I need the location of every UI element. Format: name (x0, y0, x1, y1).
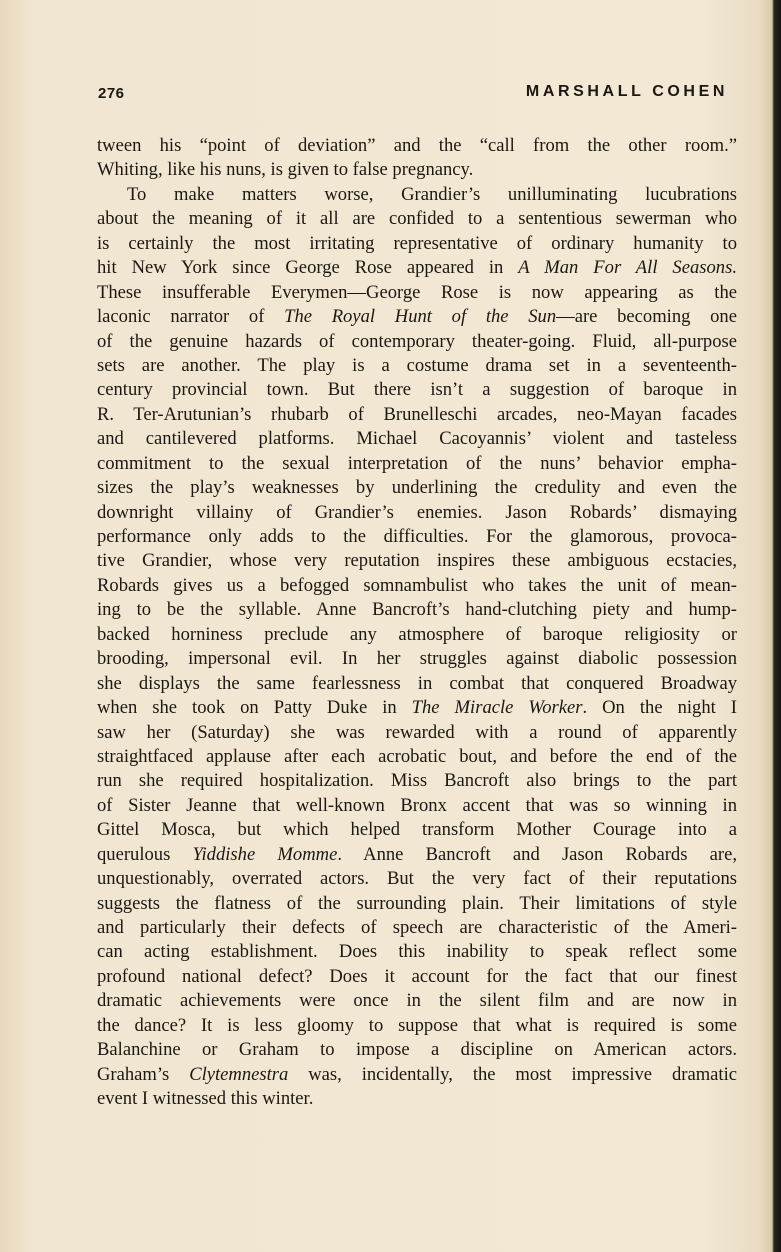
text-line: downright villainy of Grandier’s enemies. Jason Robards’ dismaying (97, 501, 737, 523)
text-line: brooding, impersonal evil. In her struggles against diabolic possession (97, 648, 737, 670)
text-line: profound national defect? Does it account for the fact that our finest (97, 965, 737, 987)
text-line: dramatic achievements were once in the silent film and are now in (97, 990, 737, 1012)
text-run: . Anne Bancroft and Jason Robards are, (337, 843, 738, 865)
text-line: sets are another. The play is a costume drama set in a seventeenth- (97, 354, 737, 376)
text-line: backed horniness preclude any atmosphere of baroque religiosity or (97, 623, 737, 645)
text-line: Robards gives us a befogged somnambulist who takes the unit of mean- (97, 574, 737, 596)
text-line: and particularly their defects of speech are characteristic of the Ameri- (97, 917, 737, 938)
text-line: of Sister Jeanne that well-known Bronx accent that was so winning in (97, 794, 737, 816)
text-line: Balanchine or Graham to impose a discipline on American actors. (97, 1039, 737, 1061)
text-line: ing to be the syllable. Anne Bancroft’s hand-clutching piety and hump- (97, 599, 737, 621)
running-head: MARSHALL COHEN (525, 83, 728, 100)
text-line: To make matters worse, Grandier’s unilluminating lucubrations (127, 183, 737, 205)
text-line: Whiting, like his nuns, is given to false pregnancy. (97, 159, 474, 181)
text-run: hit New York since George Rose appeared in (97, 257, 519, 279)
text-line: of the genuine hazards of contemporary theater-going. Fluid, all-purpose (97, 330, 737, 352)
text-line: can acting establishment. Does this inability to speak reflect some (97, 941, 737, 963)
text-line (97, 843, 737, 867)
text-line: she displays the same fearlessness in combat that conquered Broadway (97, 672, 737, 694)
text-line: tive Grandier, whose very reputation inspires these ambiguous ecstacies, (97, 550, 737, 572)
text-line (97, 1063, 737, 1087)
text-line: century provincial town. But there isn’t a suggestion of baroque in (97, 379, 737, 401)
text-line: sizes the play’s weaknesses by underlining the credulity and even the (97, 477, 737, 499)
body-text (97, 134, 737, 1112)
italic-title: The Royal Hunt of the Sun (284, 306, 557, 328)
text-line: suggests the flatness of the surrounding plain. Their limitations of style (97, 892, 737, 914)
text-line: saw her (Saturday) she was rewarded with a round of apparently (97, 721, 737, 743)
italic-title: The Miracle Worker (411, 697, 583, 719)
text-line: These insufferable Everymen—George Rose is now appearing as the (97, 281, 737, 303)
text-line (97, 696, 737, 720)
text-line: R. Ter-Arutunian’s rhubarb of Brunelleschi arcades, neo-Mayan facades (97, 403, 737, 425)
text-line: Gittel Mosca, but which helped transform Mother Courage into a (97, 819, 737, 841)
italic-title: Clytemnestra (189, 1063, 289, 1085)
text-run: . On the night I (582, 697, 737, 719)
text-line: unquestionably, overrated actors. But the very fact of their reputations (97, 868, 737, 890)
text-line: event I witnessed this winter. (97, 1088, 314, 1110)
text-line: commitment to the sexual interpretation of the nuns’ behavior empha- (97, 452, 737, 474)
text-run: —are becoming one (556, 306, 737, 328)
text-line: run she required hospitalization. Miss Bancroft also brings to the part (97, 770, 737, 792)
page-number: 276 (98, 85, 125, 102)
text-run: was, incidentally, the most impressive dramatic (288, 1063, 737, 1085)
text-line: about the meaning of it all are confided to a sententious sewerman who (97, 208, 737, 230)
text-line: straightfaced applause after each acrobatic bout, and before the end of the (97, 745, 737, 767)
italic-title: A Man For All Seasons. (518, 257, 737, 279)
text-line (97, 305, 737, 329)
text-line: the dance? It is less gloomy to suppose that what is required is some (97, 1014, 737, 1036)
italic-title: Yiddishe Momme (192, 843, 338, 865)
text-run: Graham’s (97, 1063, 190, 1085)
text-line: tween his “point of deviation” and the “call from the other room.” (97, 135, 737, 156)
text-line: and cantilevered platforms. Michael Cacoyannis’ violent and tasteless (97, 428, 737, 450)
text-run: when she took on Patty Duke in (97, 697, 412, 719)
text-line (97, 256, 737, 280)
text-run: laconic narrator of (97, 306, 285, 328)
text-run: querulous (97, 843, 193, 865)
text-line: performance only adds to the difficulties. For the glamorous, provoca- (97, 526, 737, 547)
text-line: is certainly the most irritating representative of ordinary humanity to (97, 232, 737, 254)
